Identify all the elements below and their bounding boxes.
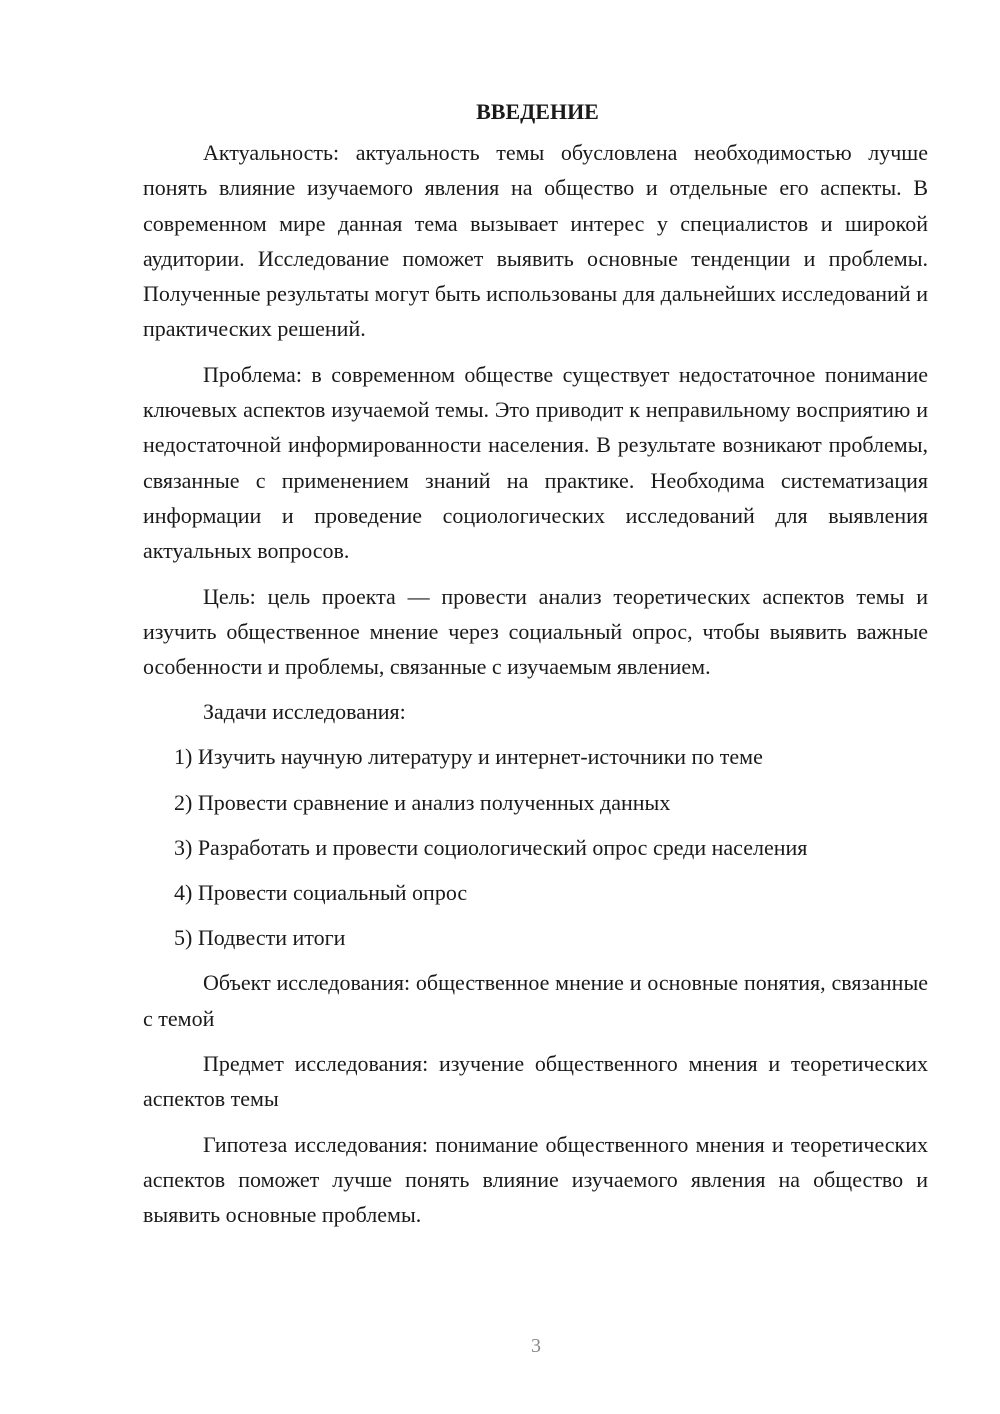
tasks-heading: Задачи исследования:: [203, 699, 406, 725]
paragraph-object: Объект исследования: общественное мнение и основные понятия, связанные с темой: [143, 970, 928, 1031]
paragraph-subject: Предмет исследования: изучение общественного мнения и теоретических аспектов темы: [143, 1050, 928, 1112]
task-item-2: 2) Провести сравнение и анализ полученных данных: [174, 789, 671, 815]
task-item-3: 3) Разработать и провести социологический опрос среди населения: [174, 834, 808, 860]
page-content: [143, 94, 928, 1242]
paragraph-goal: Цель: цель проекта — провести анализ теоретических аспектов темы и изучить общественное мнение через социальный опрос, чтобы выявить важные особенности и проблемы, связанные с изучаемым явлением.: [143, 583, 928, 680]
task-item-5: 5) Подвести итоги: [174, 925, 346, 951]
task-item-4: 4) Провести социальный опрос: [174, 880, 468, 906]
page-number: 3: [531, 1335, 541, 1357]
paragraph-problem: Проблема: в современном обществе существует недостаточное понимание ключевых аспектов изучаемой темы. Это приводит к неправильному восприятию и недостаточной информированности населения. В результате возникают проблемы, связанные с применением знаний на практике. Необходима систематизация информации и проведение социологических исследований для выявления актуальных вопросов.: [143, 361, 928, 564]
page-title: ВВЕДЕНИЕ: [476, 99, 599, 124]
task-item-1: 1) Изучить научную литературу и интернет-источники по теме: [174, 744, 763, 770]
paragraph-hypothesis: Гипотеза исследования: понимание общественного мнения и теоретических аспектов поможет лучше понять влияние изучаемого явления на общество и выявить основные проблемы.: [143, 1131, 928, 1228]
paragraph-relevance: Актуальность: актуальность темы обусловлена необходимостью лучше понять влияние изучаемого явления на общество и отдельные его аспекты. В современном мире данная тема вызывает интерес у специалистов и широкой аудитории. Исследование поможет выявить основные тенденции и проблемы. Полученные результаты могут быть использованы для дальнейших исследований и практических решений.: [143, 140, 928, 342]
